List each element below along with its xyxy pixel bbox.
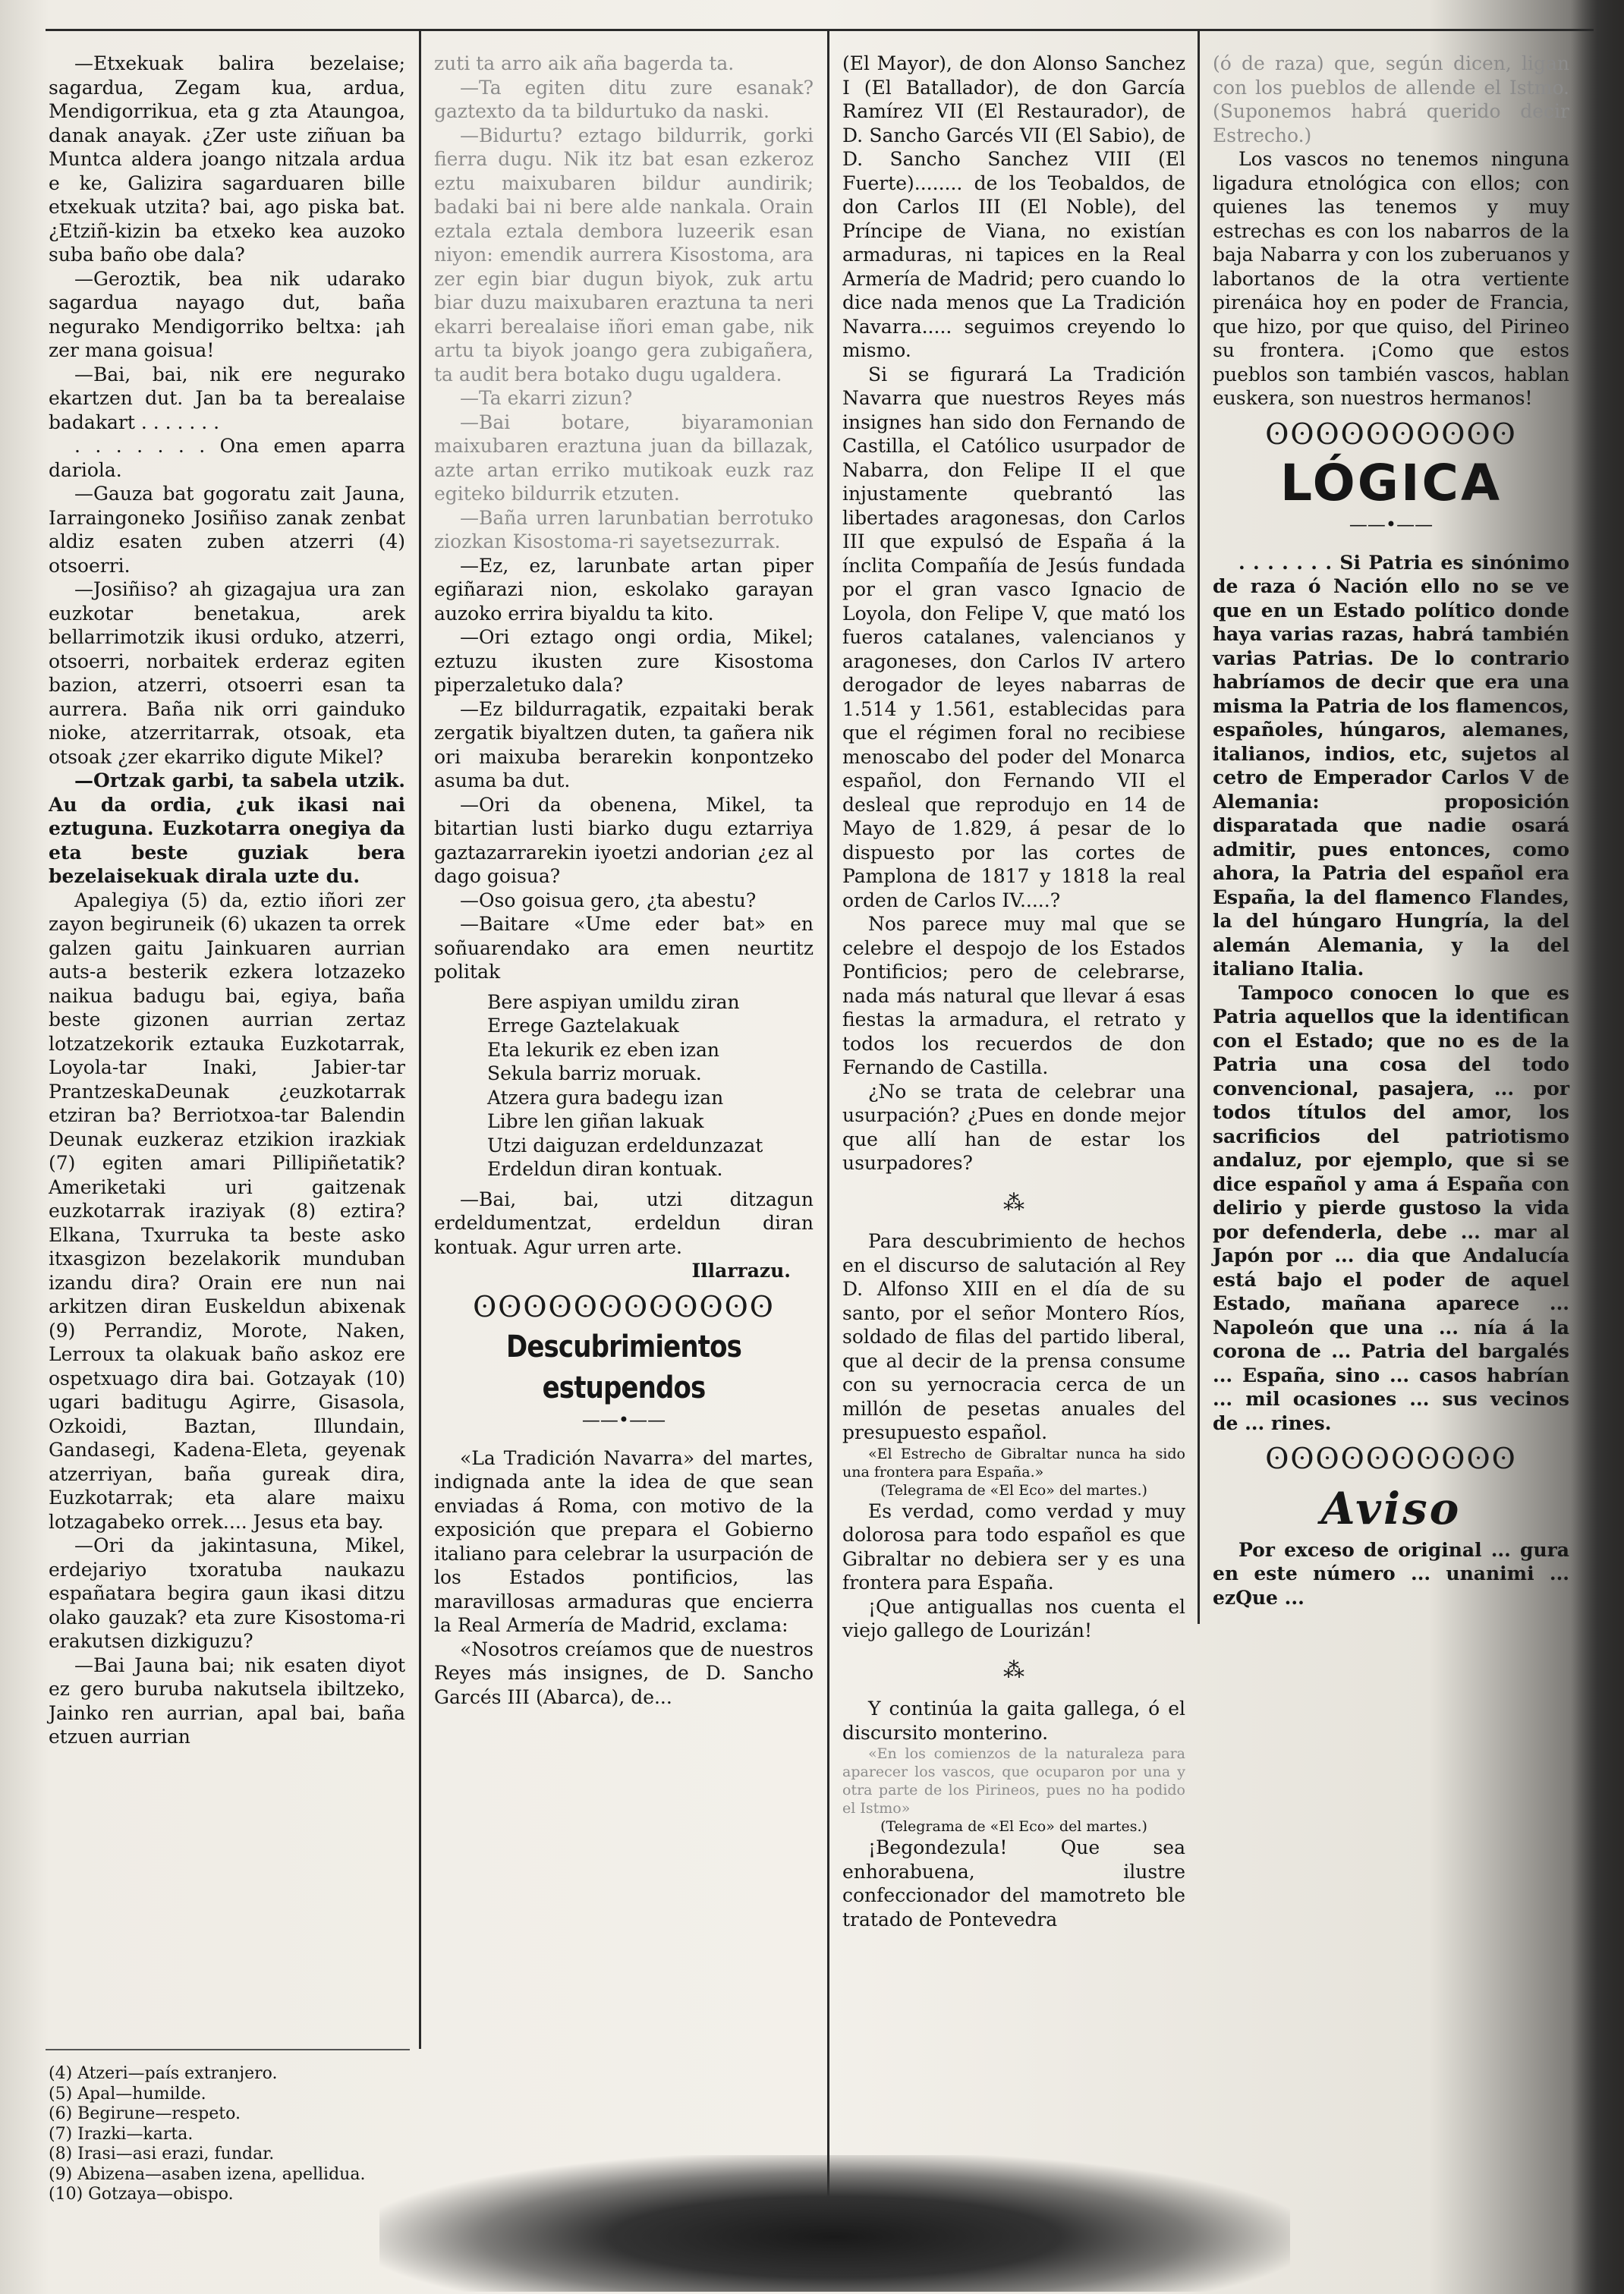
quote-estrecho: «El Estrecho de Gibraltar nunca ha sido una frontera para España.» — [842, 1445, 1185, 1481]
signature: Illarrazu. — [691, 1260, 791, 1282]
poem-verse: Errege Gaztelakuak — [487, 1015, 679, 1037]
col4-paragraph-1: (ó de raza) que, según dicen, ligan con los pueblos de allende el Istmo. (Suponemos habrá querido decir Estrecho.) — [1213, 52, 1569, 146]
poem-verse: Eta lekurik ez eben izan — [487, 1038, 719, 1061]
poem-verse: Libre len giñan lakuak — [487, 1110, 704, 1132]
col1-paragraph-8: Apalegiya (5) da, eztio iñori zer zayon begiruneik (6) ukazen ta orrek galzen gaitu Jainkuaren aurrian auts-a besterik ezkera lotzazeko naikua badugu bai, egiya, baña beste gizonen aurrian zertaz lotzatzekorik eztauka Euzkotarrak, Loyola-tar Inaki, Jabier-tar PrantzeskaDeunak ¿euzkotarrak etziran ba? Berriotxoa-tar Balendin Deunak euzkeraz etzikion irazkiak (7) egiten amari Pillipiñetatik? Ameriketaki uri gaitzenak euzkotarrak iraziyak (8) eztira? Elkana, Txurruka ta beste asko itxasgizon bezelakorik munduban izandu dira? Orain ere nun nai arkitzen diran Euskeldun abixenak (9) Perrandiz, Morote, Naken, Lerroux ta olakuak baño askoz ere ospetxuago dira bai. Gotzayak (10) ugari baditugu Agirre, Gisasola, Ozkoidi, Baztan, Illundain, Gandasegi, Kadena-Eleta, geyenak atzerriyan, baña gureak dira, Euzkotarrak; eta alare maixu lotzagabeko orrek.... Jesus eta bay. — [49, 889, 405, 1533]
logica-paragraphs — [1213, 551, 1569, 1436]
col4-paragraph-2: Los vascos no tenemos ninguna ligadura etnológica con ellos; con quienes las tenemos y muy estrechas es con los nabarros de la baja Nabarra y con los zuberuanos y labortanos de la otra vertiente pirenáica hoy en poder de Francia, que hizo, por que quiso, del Pirineo su frontera. ¡Como que estos pueblos son también vascos, hablan euskera, son nuestros hermanos! — [1213, 148, 1569, 409]
poem-verse: Atzera gura badegu izan — [487, 1086, 724, 1109]
col1-paragraph-1: —Etxekuak balira bezelaise; sagardua, Zegam kua, ardua, Mendigorrikua, eta g zta Ataungoa, danak anayak. ¿Zer uste ziñuan ba Muntca aldera joango nitzala ardua e ke, Galizira sagarduaren bille etxekuak utzita? bai, ago piska bat. ¿Etziñ-kizin ba etxeko kea auzoko suba baño obe dala? — [49, 52, 405, 266]
title-ornament: ——•—— — [581, 1409, 666, 1430]
footnote: (9) Abizena—asaben izena, apellidua. — [49, 2164, 366, 2184]
col1-paragraph-9: —Ori da jakintasuna, Mikel, erdejariyo txoratuba naukazu españatara begira gaun ikasi ditzu olako gauzak? eta zure Kisostoma-ri erakutsen dizkiguzu? — [49, 1534, 405, 1652]
poem-closing: —Bai, bai, utzi ditzagun erdeldumentzat, erdeldun diran kontuak. Agur urren arte. — [434, 1188, 814, 1258]
column-rule-1 — [419, 30, 421, 2049]
col3-paragraph-1: (El Mayor), de don Alonso Sanchez I (El Batallador), de don García Ramírez VII (El Restaurador), de D. Sancho Garcés VII (El Sabio), de D. Sancho Sanchez VIII (El Fuerte)........ de los Teobaldos, de don Carlos III (El Noble), del Príncipe de Viana, no existían armaduras, ni tapices en la Real Armería de Madrid; pero cuando lo dice nada menos que La Tradición Navarra..... seguimos creyendo lo mismo. — [842, 52, 1185, 361]
col2-paragraph-4: —Ta ekarri zizun? — [460, 387, 633, 409]
col3-paragraph-2: Si se figurará La Tradición Navarra que nuestros Reyes más insignes han sido don Fernando de Castilla, el Católico usurpador de Nabarra, don Felipe II el que injustamente quebrantó las libertades aragonesas, don Carlos III que expulsó de España á la ínclita Compañía de Jesús fundada por el gran vasco Ignacio de Loyola, don Felipe V, que mató los fueros catalanes, valencianos y aragoneses, don Carlos IV artero derogador de leyes nabarras de 1.514 y 1.561, establecidas para que el régimen foral no recibiese menoscabo del poder del Monarca español, don Fernando VII el desleal que reprodujo en 14 de Mayo de 1.829, á pesar de lo dispuesto por las cortes de Pamplona de 1817 y 1818 la real orden de Carlos IV.....? — [842, 363, 1185, 911]
column-rule-3 — [1198, 30, 1200, 1624]
footnote: (8) Irasi—asi erazi, fundar. — [49, 2145, 275, 2163]
poem-verse: Bere aspiyan umildu ziran — [487, 990, 740, 1013]
col3-reply-paragraph-2: ¡Que antiguallas nos cuenta el viejo gallego de Lourizán! — [842, 1595, 1185, 1641]
logica-paragraph-2: Tampoco conocen lo que es Patria aquellos que la identifican con el Estado; que no es de la Patria una cosa del todo convencional, pasajera, ... por todos títulos del amor, los sacrificios del patriotismo andaluz, por ejemplo, que si se dice español y ama á España con delirio y pierde gustoso la vida por defenderla, debe ... mar al Japón por ... dia que Andalucía está bajo el poder de aquel Estado, mañana aparece ... Napoleón que una ... nía á la corona de ... Patria del bargalés ... España, sino ... casos habrían ... mil ocasiones ... sus vecinos de ... rines. — [1213, 981, 1569, 1434]
asterism-separator-2: ⁂ — [1003, 1657, 1024, 1682]
section-title-aviso: Aviso — [1320, 1482, 1462, 1534]
ornament-divider: ʘʘʘʘʘʘʘʘʘʘʘʘ — [473, 1289, 775, 1323]
poem-verses — [487, 990, 814, 1182]
col2-paragraph-10: —Ori da obenena, Mikel, ta bitartian lusti biarko dugu eztarriya gaztazarrarekin iyoetzi andorian ¿ez al dago goisua? — [434, 793, 814, 887]
col1-paragraph-2: —Geroztik, bea nik udarako sagardua nayago dut, baña negurako Mendigorriko beltxa: ¡ah zer mana goisua! — [49, 267, 405, 361]
col3-paragraph-4: ¿No se trata de celebrar una usurpación? ¿Pues en donde mejor que allí han de estar los usurpadores? — [842, 1080, 1185, 1174]
poem-verse: Sekula barriz moruak. — [487, 1062, 702, 1084]
montero-paragraph — [842, 1229, 1185, 1445]
poem-verse: Erdeldun diran kontuak. — [487, 1158, 723, 1180]
col1-paragraph-10: —Bai Jauna bai; nik esaten diyot ez gero buruba nakutsela ibiltzeko, Jainko ren aurrian, apal bai, baña etzuen aurrian — [49, 1654, 405, 1748]
ornament-divider-aviso: ʘʘʘʘʘʘʘʘʘʘ — [1265, 1442, 1517, 1475]
logica-paragraph-1: . . . . . . . Si Patria es sinónimo de raza ó Nación ello no se ve que en un Estado político donde haya varias razas, habrá también varias Patrias. De lo contrario habríamos de decir que era una misma la Patria de los flamencos, españoles, húngaros, alemanes, italianos, indios, etc, sujetos al cetro de Emperador Carlos V de Alemania: proposición disparatada que nadie osará admitir, pues entonces, como ahora, la Patria del español era España, la del flamenco Flandes, la del húngaro Hungría, la del alemán Alemania, y la del italiano Italia. — [1213, 551, 1569, 980]
quote-source: (Telegrama de «El Eco» del martes.) — [880, 1481, 1147, 1499]
footnote: (10) Gotzaya—obispo. — [49, 2185, 234, 2204]
column-4-paragraphs — [1213, 52, 1569, 411]
footnote-rule — [46, 2049, 410, 2050]
quote-istmo: «En los comienzos de la naturaleza para aparecer los vascos, que ocuparon por una y otra parte de los Pirineos, pues no ha podido el Istmo» — [842, 1745, 1185, 1817]
descubrimientos-paragraph-2: «Nosotros creíamos que de nuestros Reyes más insignes, de D. Sancho Garcés III (Abarca), de... — [434, 1638, 814, 1708]
column-2 — [434, 52, 814, 1709]
column-4 — [1213, 52, 1569, 1610]
footnote: (6) Begirune—respeto. — [49, 2104, 241, 2123]
asterism-separator: ⁂ — [1003, 1189, 1024, 1215]
logica-title-ornament: ——•—— — [1349, 514, 1434, 535]
col3-montero-paragraph-1: Para descubrimiento de hechos en el discurso de salutación al Rey D. Alfonso XIII en el día de su santo, por el señor Montero Ríos, soldado de filas del partido liberal, que al decir de la prensa consume con su yernocracia cerca de un millón de pesetas anuales del presupuesto español. — [842, 1230, 1185, 1443]
ink-smudge — [379, 2155, 1290, 2292]
gaita-paragraph — [842, 1697, 1185, 1745]
col1-paragraph-6: —Josiñiso? ah gizagajua ura zan euzkotar benetakua, arek bellarrimotzik ikusi orduko, atzerri, otsoerri, norbaitek erderaz egiten bazion, atzerri, otsoerri esan ta aurrera. Baña nik orri gainduko nioke, atzerritarrak, otsoak, eta otsoak ¿zer ekarriko digute Mikel? — [49, 578, 405, 768]
col2-paragraph-7: —Ez, ez, larunbate artan piper egiñarazi nion, eskolako garayan auzoko errira biyaldu ta kito. — [434, 554, 814, 625]
col1-paragraph-5: —Gauza bat gogoratu zait Jauna, Iarraingoneko Josiñiso zanak zenbat aldiz esaten zuben atzerri (4) otsoerri. — [49, 483, 405, 577]
reply-paragraphs — [842, 1499, 1185, 1643]
footnote: (4) Atzeri—país extranjero. — [49, 2064, 278, 2083]
col2-paragraph-3: —Bidurtu? eztago bildurrik, gorki fierra dugu. Nik itz bat esan ezkeroz eztu maixubaren bildur aundirik; badaki bai ni bere alde nankala. Orain eztala eztala dembora luzeerik esan niyon: emendik aurrera Kisostoma, ara zer egin biar dugun biyok, zuk artu biar duzu maixubaren eraztuna ta neri ekarri berealaise iñori eman gabe, nik artu ta biyok joango gera zubigañera, ta audit bera botako dugu ugaldera. — [434, 124, 814, 385]
col3-reply-paragraph-1: Es verdad, como verdad y muy dolorosa para todo español es que Gibraltar no debiera ser y es una frontera para España. — [842, 1499, 1185, 1594]
column-3-paragraphs — [842, 52, 1185, 1175]
col2-paragraph-2: —Ta egiten ditu zure esanak? gaztexto da ta bildurtuko da naski. — [434, 76, 814, 122]
col2-paragraph-5: —Bai botare, biyaramonian maixubaren eraztuna juan da billazak, azte artan erriko mutikoak euzk raz egiteko bildurrik etzuten. — [434, 411, 814, 505]
col1-paragraph-4: . . . . . . . Ona emen aparra dariola. — [49, 435, 405, 481]
column-3 — [842, 52, 1185, 1931]
closing-paragraph — [842, 1836, 1185, 1931]
col2-paragraph-8: —Ori eztago ongi ordia, Mikel; eztuzu ikusten zure Kisostoma piperzaletuko dala? — [434, 626, 814, 696]
column-2-paragraphs — [434, 52, 814, 984]
col3-paragraph-3: Nos parece muy mal que se celebre el despojo de los Estados Pontificios; pero de celebrarse, nada más natural que llevar á esas fiestas la armadura, el retrato y todos los recuerdos de don Fernando de Castilla. — [842, 913, 1185, 1078]
top-rule — [46, 29, 1594, 31]
footnotes — [49, 2064, 413, 2205]
page-dark-edge — [1571, 0, 1624, 2294]
col1-paragraph-3: —Bai, bai, nik ere negurako ekartzen dut. Jan ba ta berealaise badakart . . . . . . . — [49, 363, 405, 433]
col2-paragraph-1: zuti ta arro aik aña bagerda ta. — [434, 52, 735, 74]
col2-paragraph-11: —Oso goisua gero, ¿ta abestu? — [460, 889, 757, 911]
section-title-descubrimientos: Descubrimientos estupendos — [505, 1330, 742, 1405]
aviso-text: Por exceso de original ... gura en este número ... unanimi ... ezQue ... — [1213, 1538, 1569, 1609]
descubrimientos-paragraph-1: «La Tradición Navarra» del martes, indignada ante la idea de que sean enviadas á Roma, con motivo de la exposición que prepara el Gobierno italiano para celebrar la usurpación de los Estados pontificios, las maravillosas armaduras que encierra la Real Armería de Madrid, exclama: — [434, 1446, 814, 1636]
footnote: (7) Irazki—karta. — [49, 2124, 194, 2144]
column-1 — [49, 52, 405, 1749]
col3-closing-paragraph-1: ¡Begondezula! Que sea enhorabuena, ilustre confeccionador del mamotreto ble tratado de Pontevedra — [842, 1836, 1185, 1931]
col3-gaita-paragraph-1: Y continúa la gaita gallega, ó el discursito monterino. — [842, 1698, 1185, 1744]
col2-paragraph-6: —Baña urren larunbatian berrotuko ziozkan Kisostoma-ri sayetsezurrak. — [434, 506, 814, 552]
descubrimientos-paragraphs — [434, 1446, 814, 1710]
ornament-divider-logica: ʘʘʘʘʘʘʘʘʘʘ — [1265, 417, 1517, 451]
col2-paragraph-12: —Baitare «Ume eder bat» en soñuarendako ara emen neurtitz politak — [434, 913, 814, 983]
poem-verse: Utzi daiguzan erdeldunzazat — [487, 1134, 763, 1156]
section-title-logica: LÓGICA — [1279, 454, 1503, 512]
quote-source-2: (Telegrama de «El Eco» del martes.) — [880, 1818, 1147, 1835]
column-rule-2 — [827, 30, 829, 2231]
footnote: (5) Apal—humilde. — [49, 2084, 206, 2104]
col1-paragraph-7: —Ortzak garbi, ta sabela utzik. Au da ordia, ¿uk ikasi nai eztuguna. Euzkotarra onegiya da eta beste guziak bera bezelaisekuak dirala uzte du. — [49, 769, 405, 887]
col2-paragraph-9: —Ez bildurragatik, ezpaitaki berak zergatik biyaltzen duten, ta gañera nik ori maixuba berarekin konpontzeko asuma ba dut. — [434, 697, 814, 791]
